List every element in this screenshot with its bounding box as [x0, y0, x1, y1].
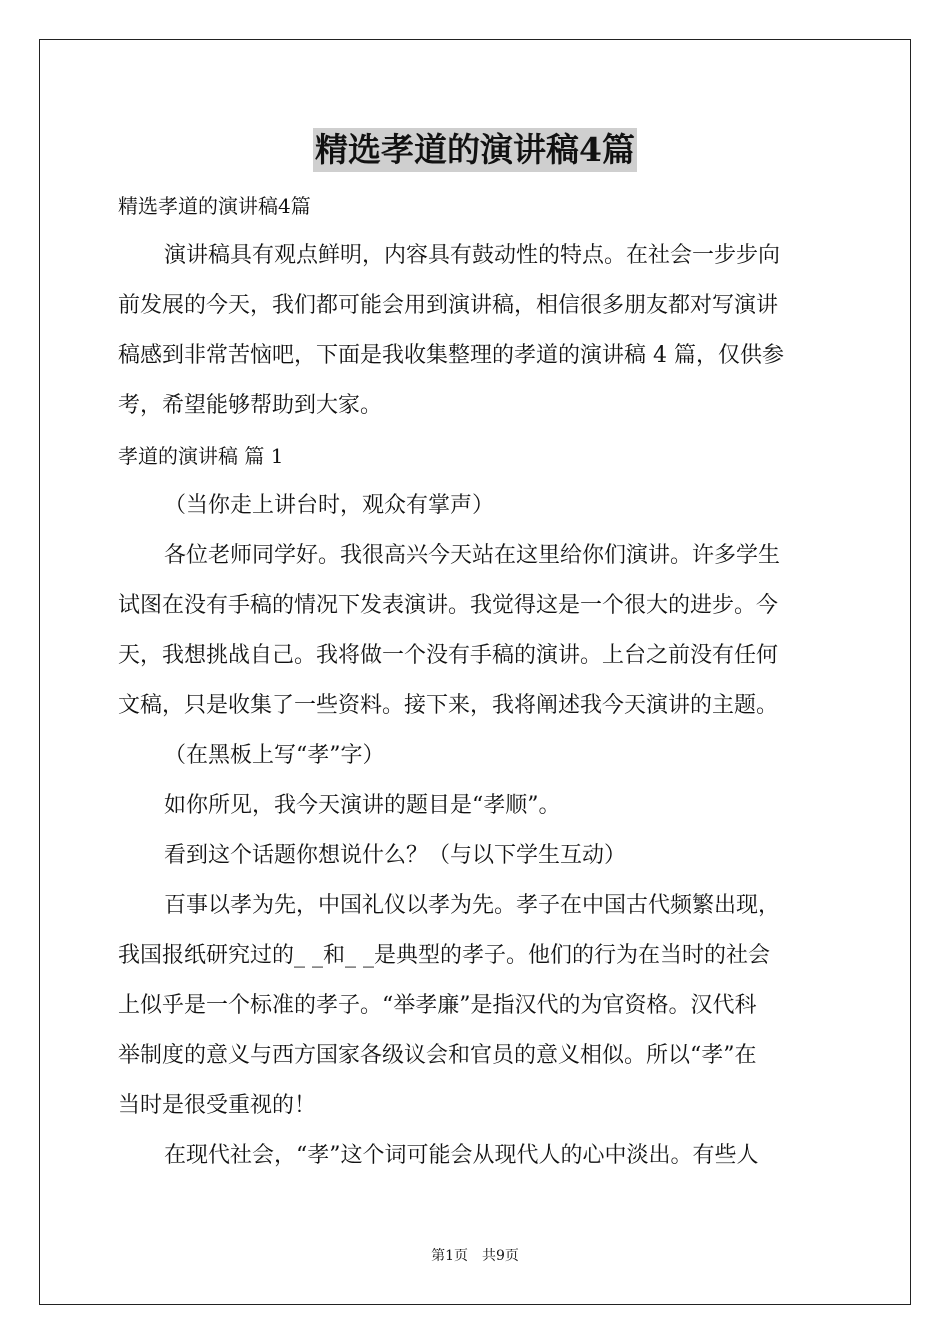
paragraph-line: 演讲稿具有观点鲜明，内容具有鼓动性的特点。在社会一步步向: [164, 243, 781, 268]
paragraph-line: 上似乎是一个标准的孝子。“举孝廉”是指汉代的为官资格。汉代科: [118, 993, 757, 1018]
paragraph-line: 前发展的今天，我们都可能会用到演讲稿，相信很多朋友都对写演讲: [118, 293, 779, 318]
page-title: 精选孝道的演讲稿4篇: [313, 128, 637, 172]
paragraph-line: 百事以孝为先，中国礼仪以孝为先。孝子在中国古代频繁出现，: [164, 893, 781, 918]
paragraph-line: 各位老师同学好。我很高兴今天站在这里给你们演讲。许多学生: [164, 543, 781, 568]
page-footer: 第1页 共9页: [431, 1248, 519, 1264]
paragraph-line: 举制度的意义与西方国家各级议会和官员的意义相似。所以“孝”在: [118, 1043, 757, 1068]
paragraph-line: 天，我想挑战自己。我将做一个没有手稿的演讲。上台之前没有任何: [118, 643, 779, 668]
paragraph-line: 我国报纸研究过的_ _和_ _是典型的孝子。他们的行为在当时的社会: [118, 943, 770, 968]
paragraph-line: 稿感到非常苦恼吧，下面是我收集整理的孝道的演讲稿 4 篇，仅供参: [118, 343, 784, 368]
paragraph-line: 文稿，只是收集了一些资料。接下来，我将阐述我今天演讲的主题。: [118, 693, 779, 718]
paragraph-line: 如你所见，我今天演讲的题目是“孝顺”。: [164, 793, 561, 818]
paragraph-line: 在现代社会，“孝”这个词可能会从现代人的心中淡出。有些人: [164, 1143, 759, 1168]
title-container: [0, 128, 950, 172]
document-body: [118, 181, 838, 1181]
section-heading: 孝道的演讲稿 篇 1: [118, 444, 284, 468]
paragraph-line: （当你走上讲台时，观众有掌声）: [164, 493, 495, 518]
paragraph-line: 考，希望能够帮助到大家。: [118, 393, 383, 418]
subtitle-line: 精选孝道的演讲稿4篇: [118, 194, 311, 218]
paragraph-line: 看到这个话题你想说什么？（与以下学生互动）: [164, 843, 627, 868]
paragraph-line: （在黑板上写“孝”字）: [164, 743, 385, 768]
paragraph-line: 试图在没有手稿的情况下发表演讲。我觉得这是一个很大的进步。今: [118, 593, 779, 618]
paragraph-line: 当时是很受重视的！: [118, 1093, 317, 1118]
